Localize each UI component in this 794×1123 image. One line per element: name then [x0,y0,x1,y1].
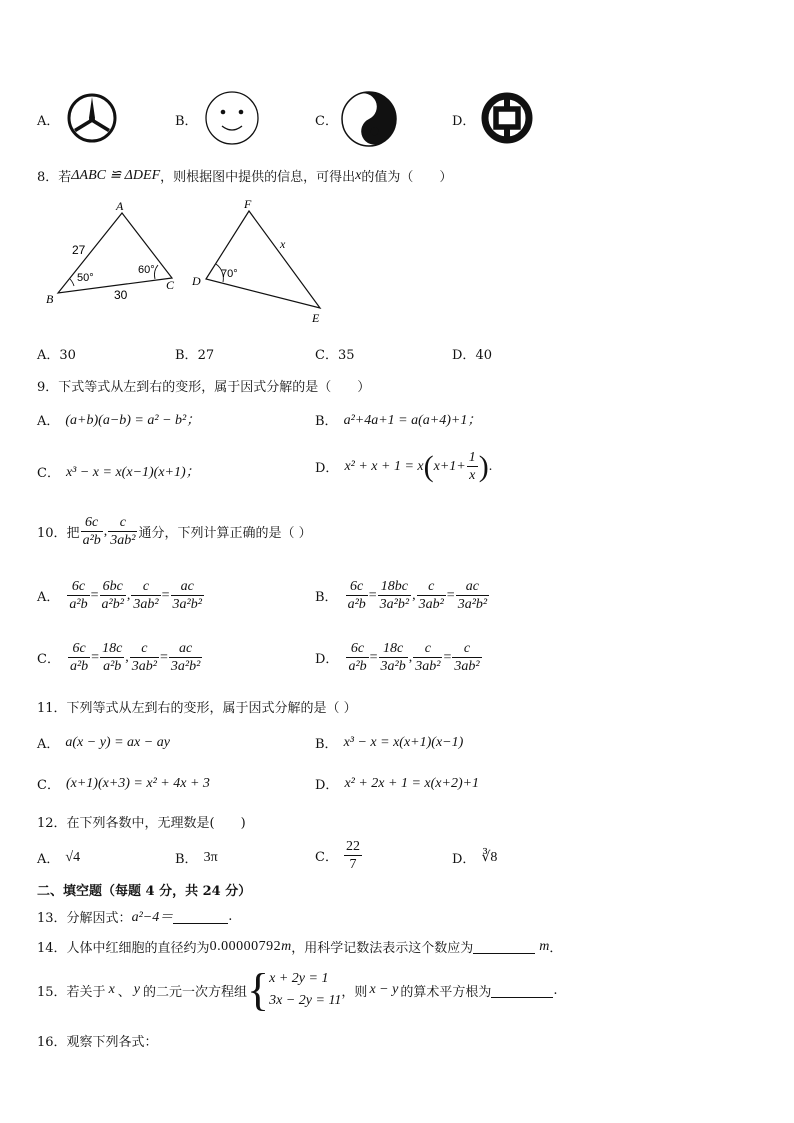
q12-number: 12． [37,816,67,831]
label-e: E [312,311,320,325]
q11-option-b[interactable]: B． x³ − x = x(x+1)(x−1) [315,734,464,752]
section-2-title: 二、填空题（每题 4 分，共 24 分） [37,884,252,899]
label-f: F [244,197,252,211]
q7-option-c-letter: C． [315,114,338,129]
q8-option-b[interactable]: B．27 [175,348,215,363]
q11-stem [37,697,357,716]
q10-option-d[interactable]: D． $\frac{6c}{\text{a²b}}$ = $\frac{18c}{\text{3a²b}}$ , $\frac{c}{\text{3ab²}}$ = $\frac{c}{\text{3ab²}}$ [315,641,480,674]
q14-answer-blank[interactable] [473,939,535,954]
q9-option-a[interactable]: A． (a+b)(a−b) = a² − b²； [37,413,201,429]
q8-stem [37,166,452,185]
q16: 16．观察下列各式： [37,1035,158,1050]
q13-answer-blank[interactable] [173,909,228,924]
q15-answer-blank[interactable] [491,983,553,998]
q12-option-a[interactable]: A． √4 [37,849,81,867]
q8-option-a[interactable]: A．30 [37,348,76,363]
q8-number: 8． [37,170,59,185]
q9-stem [37,376,370,395]
q7-option-d-letter: D． [452,114,476,129]
side-ab-label: 27 [72,243,86,257]
q12-option-c[interactable]: C． $\frac{22}{7}$ [315,839,360,872]
angle-d-label: 70° [221,268,238,280]
q8-text-b: ，则根据图中提供的信息，可得出 [160,170,356,185]
q9-text: 下式等式从左到右的变形，属于因式分解的是（ ） [58,380,371,395]
smiley-face-icon [204,90,260,146]
q9-option-b[interactable]: B． a²+4a+1 = a(a+4)+1； [315,413,482,429]
q10-number: 10． [37,526,67,541]
q9-option-c[interactable]: C． x³ − x = x(x−1)(x+1)； [37,465,200,481]
angle-b-label: 50° [77,272,94,284]
yin-yang-icon [340,90,398,148]
side-fe-label: x [280,237,286,251]
q8-option-d[interactable]: D．40 [452,348,492,363]
q8-congruence-expr: ΔABC ≌ ΔDEF [71,168,161,183]
triangle-def [206,211,320,308]
mercedes-logo-icon [66,92,118,144]
q14: 14． 人体中红细胞的直径约为 0.00000792 m ，用科学记数法表示这个数应为 m ． [37,938,563,956]
q15: 15． 若关于 x 、 y 的二元一次方程组 { x + 2y = 1 3x − 2y = 11 ，则 x − y 的算术平方根为 . [37,964,558,1015]
q12-option-b[interactable]: B． 3π [175,849,218,867]
q10-option-b[interactable]: B． $\frac{6c}{\text{a²b}}$ = $\frac{18bc}{\text{3a²b²}}$ , $\frac{c}{\text{3ab²}}$ = $\frac{ac}{\text{3a²b²}}$ [315,579,488,612]
q7-option-a-letter: A． [37,114,60,129]
q10-option-a[interactable]: A． $\frac{6c}{\text{a²b}}$ = $\frac{6bc}{\text{a²b²}}$ , $\frac{c}{\text{3ab²}}$ = $\frac{ac}{\text{3a²b²}}$ [37,579,202,612]
label-b: B [46,292,54,306]
q11-option-d[interactable]: D． x² + 2x + 1 = x(x+2)+1 [315,775,480,793]
label-a: A [116,199,124,213]
q11-option-c[interactable]: C． (x+1)(x+3) = x² + 4x + 3 [37,775,210,793]
q11-number: 11． [37,701,67,716]
q9-number: 9． [37,380,59,395]
equation-system-brace: { [247,964,270,1015]
equation-system: x + 2y = 1 3x − 2y = 11 [269,971,342,1008]
label-d: D [192,274,201,288]
q7-option-b-letter: B． [175,114,198,129]
q9-option-d[interactable]: D． x² + x + 1 = x ( x+1+ $\frac{1}{x}$ ) . [315,449,493,483]
q8-var-x: x [355,167,362,183]
q8-triangles-figure [30,195,350,330]
q10-fraction-1: $\frac{6c}{\text{a²b}}$ [82,515,101,548]
q10-stem: 10． 把 $\frac{6c}{\text{a²b}}$ , $\frac{c}{\text{3ab²}}$ 通分，下列计算正确的是（ ） [37,515,312,548]
angle-c-label: 60° [138,264,155,276]
q11-option-a[interactable]: A． a(x − y) = ax − ay [37,734,170,752]
q11-text: 下列等式从左到右的变形，属于因式分解的是（ ） [66,701,357,716]
label-c: C [166,278,175,292]
q8-text-c: 的值为（ ） [361,170,453,185]
q12-stem [37,812,246,831]
q12-option-d[interactable]: D． ∛8 [452,850,498,867]
q12-text: 在下列各数中，无理数是( ) [66,816,246,831]
q10-fraction-2: $\frac{c}{\text{3ab²}}$ [110,515,136,548]
q9-d-fraction: $\frac{1}{x}$ [468,450,476,483]
q10-option-c[interactable]: C． $\frac{6c}{\text{a²b}}$ = $\frac{18c}{\text{a²b}}$ , $\frac{c}{\text{3ab²}}$ = $\frac{ac}{\text{3a²b²}}$ [37,641,201,674]
q8-option-c[interactable]: C．35 [315,348,355,363]
q13: 13． 分解因式： a²−4＝ . [37,908,233,926]
bank-of-china-logo-icon [479,90,535,146]
q8-text-a: 若 [58,170,72,185]
side-bc-label: 30 [114,288,128,302]
